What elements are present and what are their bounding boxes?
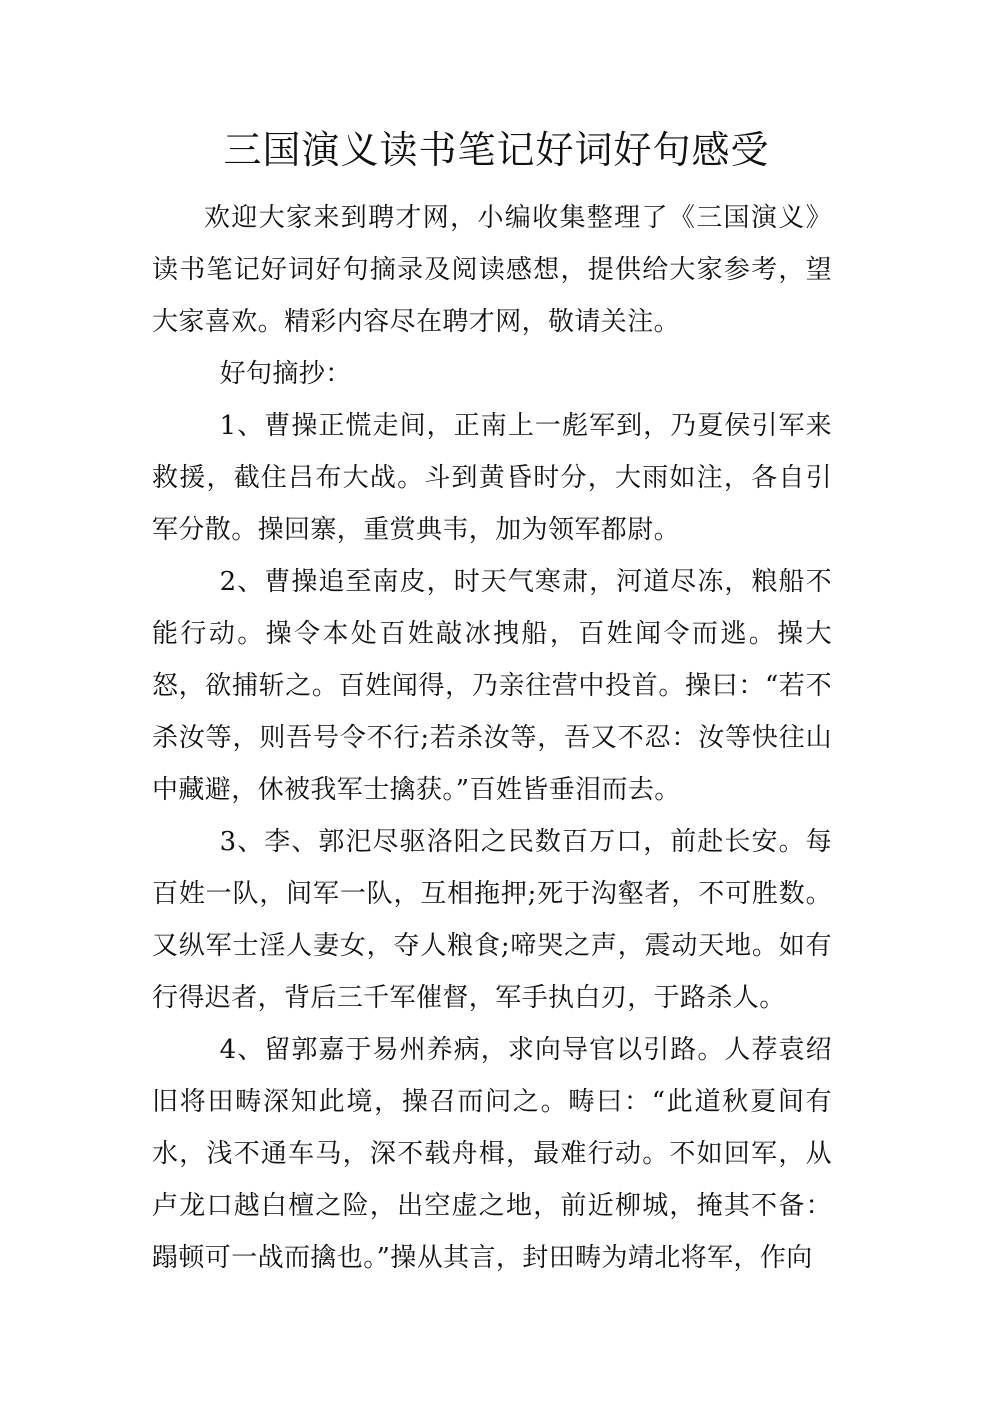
document-title: 三国演义读书笔记好词好句感受 xyxy=(223,128,770,172)
section-label: 好句摘抄： xyxy=(219,359,352,389)
document-body xyxy=(152,192,832,1284)
intro-paragraph: 欢迎大家来到聘才网，小编收集整理了《三国演义》读书笔记好词好句摘录及阅读感想，提供给大家参考，望大家喜欢。精彩内容尽在聘才网，敬请关注。 xyxy=(152,203,832,337)
quote-item-4: 4、留郭嘉于易州养病，求向导官以引路。人荐袁绍旧将田畴深知此境，操召而问之。畴曰：“此道秋夏间有水，浅不通车马，深不载舟楫，最难行动。不如回军，从卢龙口越白檀之险，出空虚之地，前近柳城，掩其不备：蹋顿可一战而擒也。”操从其言，封田畴为靖北将军，作向 xyxy=(152,1035,832,1273)
quote-item-1: 1、曹操正慌走间，正南上一彪军到，乃夏侯引军来救援，截住吕布大战。斗到黄昏时分，大雨如注，各自引军分散。操回寨，重赏典韦，加为领军都尉。 xyxy=(152,411,832,545)
quote-item-3: 3、李、郭汜尽驱洛阳之民数百万口，前赴长安。每百姓一队，间军一队，互相拖押;死于沟壑者，不可胜数。又纵军士淫人妻女，夺人粮食;啼哭之声，震动天地。如有行得迟者，背后三千军催督，军手执白刃，于路杀人。 xyxy=(152,827,832,1013)
quote-item-2: 2、曹操追至南皮，时天气寒肃，河道尽冻，粮船不能行动。操令本处百姓敲冰拽船，百姓闻令而逃。操大怒，欲捕斩之。百姓闻得，乃亲往营中投首。操曰：“若不杀汝等，则吾号令不行;若杀汝等，吾又不忍：汝等快往山中藏避，休被我军士擒获。”百姓皆垂泪而去。 xyxy=(152,567,832,805)
